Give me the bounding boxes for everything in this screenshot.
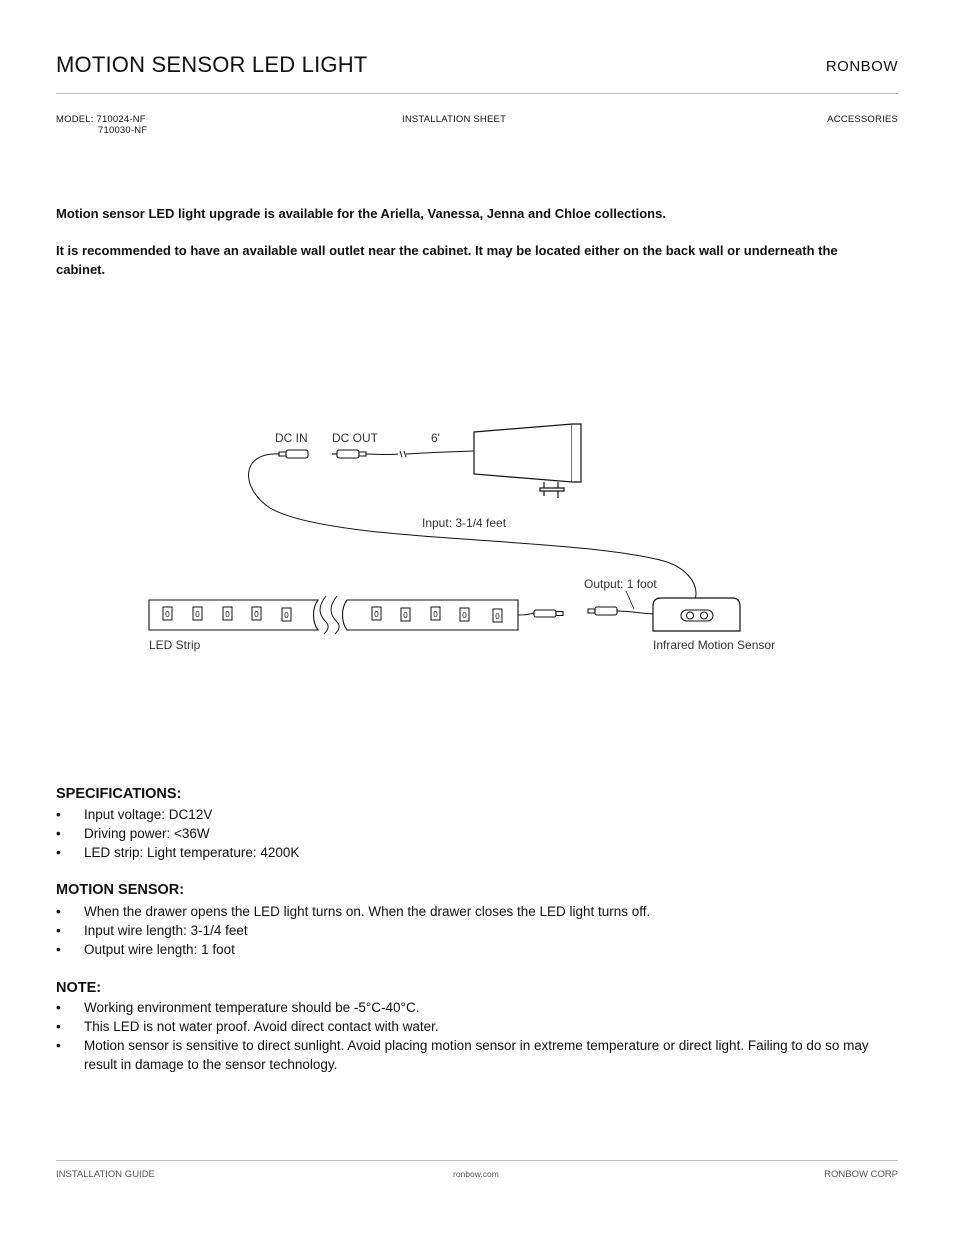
dc-out-label: DC OUT (332, 431, 378, 445)
svg-text:0: 0 (374, 610, 379, 619)
infrared-motion-sensor (653, 598, 740, 631)
svg-text:0: 0 (433, 610, 438, 619)
intro-availability: Motion sensor LED light upgrade is available for the Ariella, Vanessa, Jenna and Chloe collections. (56, 206, 666, 221)
wiring-diagram (140, 418, 820, 668)
intro-outlet-recommendation: It is recommended to have an available wall outlet near the cabinet. It may be located either on the back wall or underneath the cabinet. (56, 243, 838, 277)
sensor-output-plug (588, 607, 617, 615)
footer-divider (56, 1160, 898, 1161)
led-strip-label: LED Strip (149, 638, 201, 652)
motion-sensor-heading: MOTION SENSOR: (56, 882, 185, 898)
led-strip-right (343, 600, 519, 630)
list-item: • Input wire length: 3-1/4 feet (56, 923, 248, 938)
page-title: MOTION SENSOR LED LIGHT (56, 52, 368, 77)
specifications-heading: SPECIFICATIONS: (56, 786, 182, 802)
list-item: • Working environment temperature should be -5°C-40°C. (56, 1000, 420, 1015)
strip-break-mark (320, 596, 328, 634)
footer-company: RONBOW CORP (824, 1169, 898, 1180)
svg-text:0: 0 (284, 611, 289, 620)
svg-text:0: 0 (225, 610, 230, 619)
output-wire (617, 611, 655, 614)
svg-text:0: 0 (195, 610, 200, 619)
header-divider (56, 93, 898, 94)
list-item: • Motion sensor is sensitive to direct sunlight. Avoid placing motion sensor in extreme temperature or direct light. Failing to do so may result in damage to the sensor technology. (56, 1038, 869, 1072)
input-wire-label: Input: 3-1/4 feet (422, 516, 507, 530)
specifications-list (56, 805, 886, 862)
footer-guide-label: INSTALLATION GUIDE (56, 1169, 155, 1180)
list-item: • Driving power: <36W (56, 826, 210, 841)
list-item: • When the drawer opens the LED light turns on. When the drawer closes the LED light turns off. (56, 904, 651, 919)
led-strip-left (149, 600, 318, 630)
model-number-secondary: 710030-NF (98, 125, 148, 136)
dc-out-plug (332, 450, 366, 458)
svg-text:0: 0 (462, 611, 467, 620)
dc-in-plug (279, 450, 308, 458)
document-type: INSTALLATION SHEET (402, 114, 507, 125)
dc-in-label: DC IN (275, 431, 308, 445)
list-item: • LED strip: Light temperature: 4200K (56, 845, 300, 860)
model-number-primary: MODEL: 710024-NF (56, 114, 146, 125)
strip-connector-plug (534, 610, 563, 617)
model-numbers (56, 114, 147, 136)
adapter-length-label: 6' (431, 431, 440, 445)
svg-text:0: 0 (495, 612, 500, 621)
power-adapter (474, 424, 581, 498)
footer-website-link[interactable]: ronbow.com (453, 1169, 499, 1179)
note-list (56, 998, 886, 1074)
document-category: ACCESSORIES (827, 114, 898, 125)
sensor-label: Infrared Motion Sensor (653, 638, 776, 652)
motion-sensor-list (56, 902, 886, 959)
note-heading: NOTE: (56, 980, 102, 996)
brand-logo: RONBOW (825, 58, 898, 75)
list-item: • Input voltage: DC12V (56, 807, 213, 822)
svg-text:0: 0 (403, 611, 408, 620)
adapter-cord (366, 451, 474, 457)
list-item: • Output wire length: 1 foot (56, 942, 235, 957)
list-item: • This LED is not water proof. Avoid direct contact with water. (56, 1019, 439, 1034)
svg-text:0: 0 (165, 610, 170, 619)
output-wire-label: Output: 1 foot (584, 577, 657, 591)
svg-text:0: 0 (254, 610, 259, 619)
